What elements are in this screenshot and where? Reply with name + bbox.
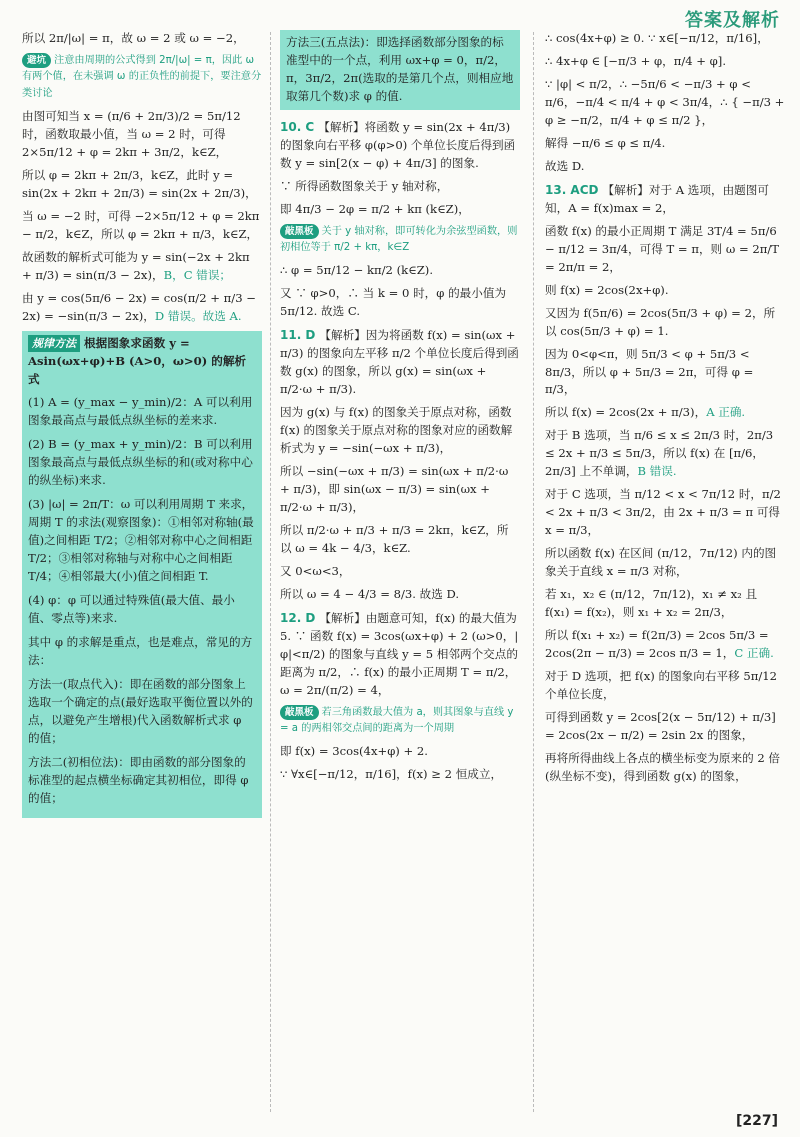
text-paragraph: 因为 0<φ<π，则 5π/3 < φ + 5π/3 < 8π/3，所以 φ + 5π/3 = 2π，可得 φ = π/3， xyxy=(545,346,754,397)
text-paragraph: 即 f(x) = 3cos(4x+φ) + 2. xyxy=(280,744,428,759)
text-paragraph: 函数 f(x) 的最小正周期 T 满足 3T/4 = 5π/6 − π/12 = 3π/4，可得 T = π，则 ω = 2π/T = 2π/π = 2， xyxy=(545,223,779,274)
text-run: 故函数的解析式可能为 y = sin(−2x + 2kπ + π/3) = sin(π/3 − 2x)， xyxy=(22,249,250,282)
text-paragraph: 所以 −sin(−ωx + π/3) = sin(ωx + π/2·ω + π/3)，即 sin(ωx − π/3) = sin(ωx + π/2·ω + π/3)， xyxy=(280,464,509,514)
tip-label: 敲黑板 xyxy=(280,705,319,720)
text-run: 由 y = cos(5π/6 − 2x) = cos(π/2 + π/3 − 2x) = −sin(π/3 − 2x)， xyxy=(22,290,256,323)
column-middle xyxy=(280,30,520,789)
text-paragraph: 所以 ω = 4 − 4/3 = 8/3. 故选 D. xyxy=(280,586,460,601)
page-number: [227] xyxy=(735,1113,778,1129)
column-left xyxy=(22,30,262,824)
answer-mark: D 错误。故选 A. xyxy=(154,308,242,323)
text-paragraph: 又 ∵ φ>0，∴ 当 k = 0 时，φ 的最小值为 5π/12. 故选 C. xyxy=(280,286,507,319)
text-paragraph: 所以 2π/|ω| = π，故 ω = 2 或 ω = −2， xyxy=(22,31,245,45)
answer-mark: B 错误. xyxy=(637,464,677,479)
text-run: 【解析】将函数 y = sin(2x + 4π/3) 的图象向右平移 φ(φ>0) 个单位长度后得到函数 y = sin[2(x − φ) + 4π/3] 的图象. xyxy=(280,119,516,170)
text-paragraph: ∵ |φ| < π/2，∴ −5π/6 < −π/3 + φ < π/6，−π/4 < π/4 + φ < 3π/4，∴ { −π/3 + φ ≥ −π/2，π/4 + φ ≤ π/2 }， xyxy=(545,76,785,127)
method-item: (4) φ：φ 可以通过特殊值(最大值、最小值、零点等)来求. xyxy=(28,593,235,626)
text-paragraph: 故选 D. xyxy=(545,158,585,173)
question-12 xyxy=(280,609,520,700)
text-paragraph xyxy=(22,249,262,285)
answer-mark: C 正确. xyxy=(734,646,774,661)
method-item: (2) B = (y_max + y_min)/2：B 可以利用图象最高点与最低点纵坐标的和(或对称中心的纵坐标)来求. xyxy=(28,437,253,488)
text-paragraph: 所以 π/2·ω + π/3 + π/3 = 2kπ，k∈Z，所以 ω = 4k − 4/3，k∈Z. xyxy=(280,522,509,555)
tip-label: 避坑 xyxy=(22,53,51,68)
text-run: 所以 f(x) = 2cos(2x + π/3)， xyxy=(545,405,707,420)
text-run: 【解析】对于 A 选项，由题图可知，A = f(x)max = 2， xyxy=(545,182,769,215)
text-paragraph: 又 0<ω<3， xyxy=(280,563,351,578)
question-number: 12. D xyxy=(280,610,316,625)
question-11 xyxy=(280,326,520,399)
method-item: 其中 φ 的求解是重点，也是难点，常见的方法： xyxy=(28,635,253,668)
tip-note xyxy=(280,705,520,738)
column-divider xyxy=(533,32,534,1112)
tip-text: 若三角函数最大值为 a，则其图象与直线 y = a 的两相邻交点间的距离为一个周期 xyxy=(280,706,514,734)
text-paragraph xyxy=(545,427,785,481)
question-number: 13. ACD xyxy=(545,182,599,197)
method-item: 方法一(取点代入)：即在函数的部分图象上选取一个确定的点(最好选取平衡位置以外的点，以避免产生增根)代入函数解析式求 φ 的值； xyxy=(28,677,253,745)
text-paragraph: 所以函数 f(x) 在区间 (π/12，7π/12) 内的图象关于直线 x = π/3 对称， xyxy=(545,546,777,579)
text-run: 所以 f(x₁ + x₂) = f(2π/3) = 2cos 5π/3 = 2cos(2π − π/3) = 2cos π/3 = 1， xyxy=(545,628,769,661)
method-box xyxy=(22,331,262,818)
question-10 xyxy=(280,118,520,173)
tip-note xyxy=(22,53,262,102)
method-item: 方法二(初相位法)：即由函数的部分图象的标准型的起点横坐标确定其初相位，即得 φ 的值； xyxy=(28,754,249,805)
answer-mark: B，C 错误； xyxy=(163,267,232,282)
tip-text: 注意由周期的公式得到 2π/|ω| = π，因此 ω 有两个值，在未强调 ω 的正负性的前提下，要注意分类讨论 xyxy=(22,54,262,99)
text-run: 【解析】由题意可知，f(x) 的最大值为 5. ∵ 函数 f(x) = 3cos(ωx+φ) + 2 (ω>0，|φ|<π/2) 的图象与直线 y = 5 相邻两个交点的距离为 π/2，∴ f(x) 的最小正周期 T = π/2，ω = 2π/(π/2) = 4， xyxy=(280,610,519,697)
text-paragraph: ∴ 4x+φ ∈ [−π/3 + φ，π/4 + φ]. xyxy=(545,53,727,68)
text-paragraph: ∴ φ = 5π/12 − kπ/2 (k∈Z). xyxy=(280,263,434,278)
header-title: 答案及解析 xyxy=(685,10,780,31)
text-paragraph: 对于 D 选项，把 f(x) 的图象向右平移 5π/12 个单位长度， xyxy=(545,669,777,701)
text-paragraph xyxy=(22,290,262,326)
text-paragraph: 所以 φ = 2kπ + 2π/3，k∈Z，此时 y = sin(2x + 2kπ + 2π/3) = sin(2x + 2π/3)， xyxy=(22,167,257,200)
text-paragraph: ∵ 所得函数图象关于 y 轴对称， xyxy=(280,178,449,193)
text-paragraph xyxy=(545,404,785,422)
text-paragraph: ∴ cos(4x+φ) ≥ 0. ∵ x∈[−π/12，π/16]， xyxy=(545,31,769,45)
answer-mark: A 正确. xyxy=(706,405,746,420)
text-paragraph: 若 x₁，x₂ ∈ (π/12，7π/12)，x₁ ≠ x₂ 且 f(x₁) = f(x₂)，则 x₁ + x₂ = 2π/3， xyxy=(545,587,758,620)
text-run: 对于 B 选项，当 π/6 ≤ x ≤ 2π/3 时，2π/3 ≤ 2x + π/3 ≤ 5π/3，所以 f(x) 在 [π/6，2π/3] 上不单调， xyxy=(545,428,774,479)
method-item: (3) |ω| = 2π/T：ω 可以利用周期 T 来求，周期 T 的求法(观察图象)：①相邻对称轴(最值)之间相距 T/2；②相邻对称中心之间相距 T/2；③相邻对称轴与对称中心之间相距 T/4；④相邻最大(小)值之间相距 T. xyxy=(28,497,254,584)
column-right xyxy=(545,30,785,791)
text-paragraph xyxy=(545,627,785,663)
text-paragraph: 则 f(x) = 2cos(2x+φ). xyxy=(545,282,669,297)
text-run: 【解析】因为将函数 f(x) = sin(ωx + π/3) 的图象向左平移 π/2 个单位长度后得到函数 g(x) 的图象，所以 g(x) = sin(ωx + π/2·ω + π/3). xyxy=(280,328,519,397)
tip-label: 敲黑板 xyxy=(280,224,319,239)
text-paragraph: 当 ω = −2 时，可得 −2×5π/12 + φ = 2kπ − π/2，k∈Z，所以 φ = 2kπ + π/3，k∈Z， xyxy=(22,208,260,241)
text-paragraph: 又因为 f(5π/6) = 2cos(5π/3 + φ) = 2，所以 cos(5π/3 + φ) = 1. xyxy=(545,305,776,338)
text-paragraph: 解得 −π/6 ≤ φ ≤ π/4. xyxy=(545,135,666,150)
column-divider xyxy=(270,32,271,1112)
text-paragraph: 对于 C 选项，当 π/12 < x < 7π/12 时，π/2 < 2x + π/3 < 3π/2，由 2x + π/3 = π 可得 x = π/3， xyxy=(545,487,781,538)
tip-text: 关于 y 轴对称，即可转化为余弦型函数，则初相位等于 π/2 + kπ，k∈Z xyxy=(280,225,518,254)
text-paragraph: 可得到函数 y = 2cos[2(x − 5π/12) + π/3] = 2cos(2x − π/2) = 2sin 2x 的图象， xyxy=(545,709,776,742)
text-paragraph: 由图可知当 x = (π/6 + 2π/3)/2 = 5π/12 时，函数取最小值，当 ω = 2 时，可得 2×5π/12 + φ = 2kπ + 3π/2，k∈Z， xyxy=(22,108,241,159)
method-box-header xyxy=(28,335,256,389)
question-number: 10. C xyxy=(280,119,315,134)
text-paragraph: ∵ ∀x∈[−π/12，π/16]，f(x) ≥ 2 恒成立， xyxy=(280,767,503,782)
method-box-continued: 方法三(五点法)：即选择函数部分图象的标准型中的一个点，利用 ωx+φ = 0，π/2，π，3π/2，2π(选取的是第几个点，则相应地取第几个数)求 φ 的值. xyxy=(280,30,520,110)
method-item: (1) A = (y_max − y_min)/2：A 可以利用图象最高点与最低点纵坐标的差来求. xyxy=(28,395,253,428)
text-paragraph: 再将所得曲线上各点的横坐标变为原来的 2 倍(纵坐标不变)，得到函数 g(x) 的图象， xyxy=(545,750,781,783)
method-box-title: 规律方法 xyxy=(28,335,80,352)
text-paragraph: 因为 g(x) 与 f(x) 的图象关于原点对称，函数 f(x) 的图象关于原点对称的图象对应的函数解析式为 y = −sin(−ωx + π/3)， xyxy=(280,405,513,456)
question-13 xyxy=(545,181,785,218)
method-box-heading: 根据图象求函数 y = Asin(ωx+φ)+B (A>0，ω>0) 的解析式 xyxy=(28,335,247,386)
question-number: 11. D xyxy=(280,328,316,343)
text-paragraph: 即 4π/3 − 2φ = π/2 + kπ (k∈Z)， xyxy=(280,201,470,216)
tip-note xyxy=(280,224,520,257)
